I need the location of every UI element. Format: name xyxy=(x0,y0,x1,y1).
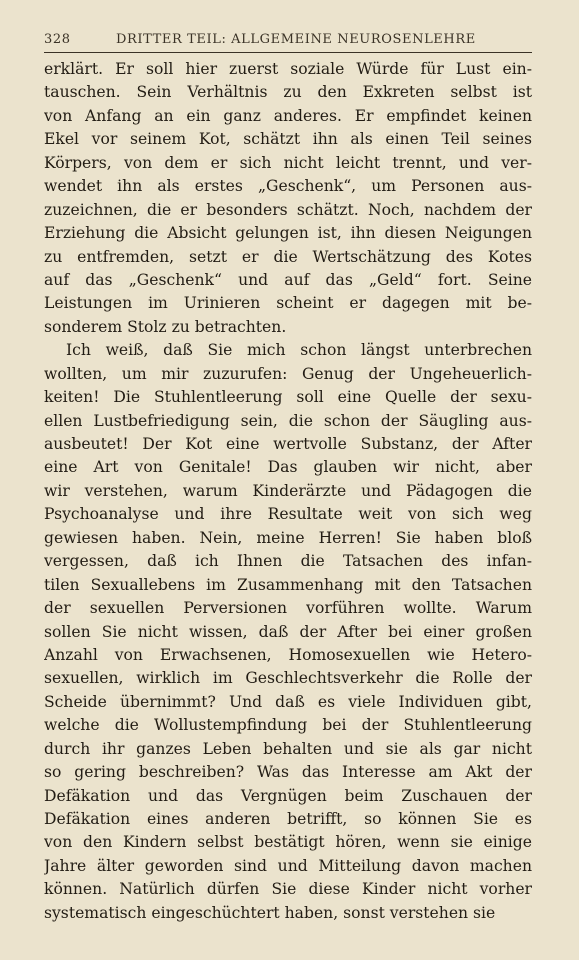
text-line: sonderem Stolz zu betrachten. xyxy=(44,317,287,336)
text-line: ausbeutet! Der Kot eine wertvolle Substanz, der After xyxy=(44,435,532,453)
text-line: Leistungen im Urinieren scheint er dagegen mit be- xyxy=(44,294,532,313)
text-line: Scheide übernimmt? Und daß es viele Individuen gibt, xyxy=(44,692,532,711)
text-line: von Anfang an ein ganz anderes. Er empfindet keinen xyxy=(44,106,532,125)
text-line: der sexuellen Perversionen vorführen wollte. Warum xyxy=(44,599,532,618)
text-line: vergessen, daß ich Ihnen die Tatsachen des infan- xyxy=(44,552,532,571)
text-line: von den Kindern selbst bestätigt hören, wenn sie einige xyxy=(44,833,532,852)
page-number: 328 xyxy=(44,32,71,47)
header-rule xyxy=(44,52,532,53)
text-line: Erziehung die Absicht gelungen ist, ihn diesen Neigungen xyxy=(44,224,532,243)
text-line: erklärt. Er soll hier zuerst soziale Würde für Lust ein- xyxy=(44,60,532,78)
text-line: welche die Wollustempfindung bei der Stuhlentleerung xyxy=(44,716,532,735)
text-line: können. Natürlich dürfen Sie diese Kinder nicht vorher xyxy=(44,880,532,899)
text-line: wir verstehen, warum Kinderärzte und Pädagogen die xyxy=(44,481,532,500)
body-text xyxy=(44,58,532,925)
text-line: Psychoanalyse und ihre Resultate weit von sich weg xyxy=(44,505,532,524)
text-line: Körpers, von dem er sich nicht leicht trennt, und ver- xyxy=(44,153,532,172)
text-line: sollen Sie nicht wissen, daß der After bei einer großen xyxy=(44,622,532,641)
text-line: Ich weiß, daß Sie mich schon längst unterbrechen xyxy=(66,341,532,360)
text-line: Defäkation und das Vergnügen beim Zuschauen der xyxy=(44,786,532,805)
text-line: systematisch eingeschüchtert haben, sonst verstehen sie xyxy=(44,903,496,922)
text-line: gewiesen haben. Nein, meine Herren! Sie haben bloß xyxy=(44,528,532,547)
text-line: Jahre älter geworden sind und Mitteilung davon machen xyxy=(44,856,532,875)
text-line: durch ihr ganzes Leben behalten und sie als gar nicht xyxy=(44,739,532,758)
text-line: ellen Lustbefriedigung sein, die schon der Säugling aus- xyxy=(44,411,532,430)
text-line: zu entfremden, setzt er die Wertschätzung des Kotes xyxy=(44,247,532,266)
text-line: auf das „Geschenk“ und auf das „Geld“ fort. Seine xyxy=(44,270,532,289)
text-line: Anzahl von Erwachsenen, Homosexuellen wie Hetero- xyxy=(44,645,532,664)
text-line: keiten! Die Stuhlentleerung soll eine Quelle der sexu- xyxy=(44,388,532,407)
text-line: tauschen. Sein Verhältnis zu den Exkreten selbst ist xyxy=(44,83,532,102)
text-line: Defäkation eines anderen betrifft, so können Sie es xyxy=(44,810,532,828)
text-line: tilen Sexuallebens im Zusammenhang mit den Tatsachen xyxy=(44,575,532,594)
text-line: so gering beschreiben? Was das Interesse am Akt der xyxy=(44,763,532,782)
running-title: DRITTER TEIL: ALLGEMEINE NEUROSENLEHRE xyxy=(116,32,476,47)
text-line: wendet ihn als erstes „Geschenk“, um Personen aus- xyxy=(44,177,532,196)
text-line: sexuellen, wirklich im Geschlechtsverkehr die Rolle der xyxy=(44,669,532,688)
text-line: wollten, um mir zuzurufen: Genug der Ungeheuerlich- xyxy=(44,364,532,383)
text-line: zuzeichnen, die er besonders schätzt. Noch, nachdem der xyxy=(44,200,532,219)
text-line: eine Art von Genitale! Das glauben wir nicht, aber xyxy=(44,458,532,477)
running-header xyxy=(44,32,532,54)
text-line: Ekel vor seinem Kot, schätzt ihn als einen Teil seines xyxy=(44,130,532,149)
